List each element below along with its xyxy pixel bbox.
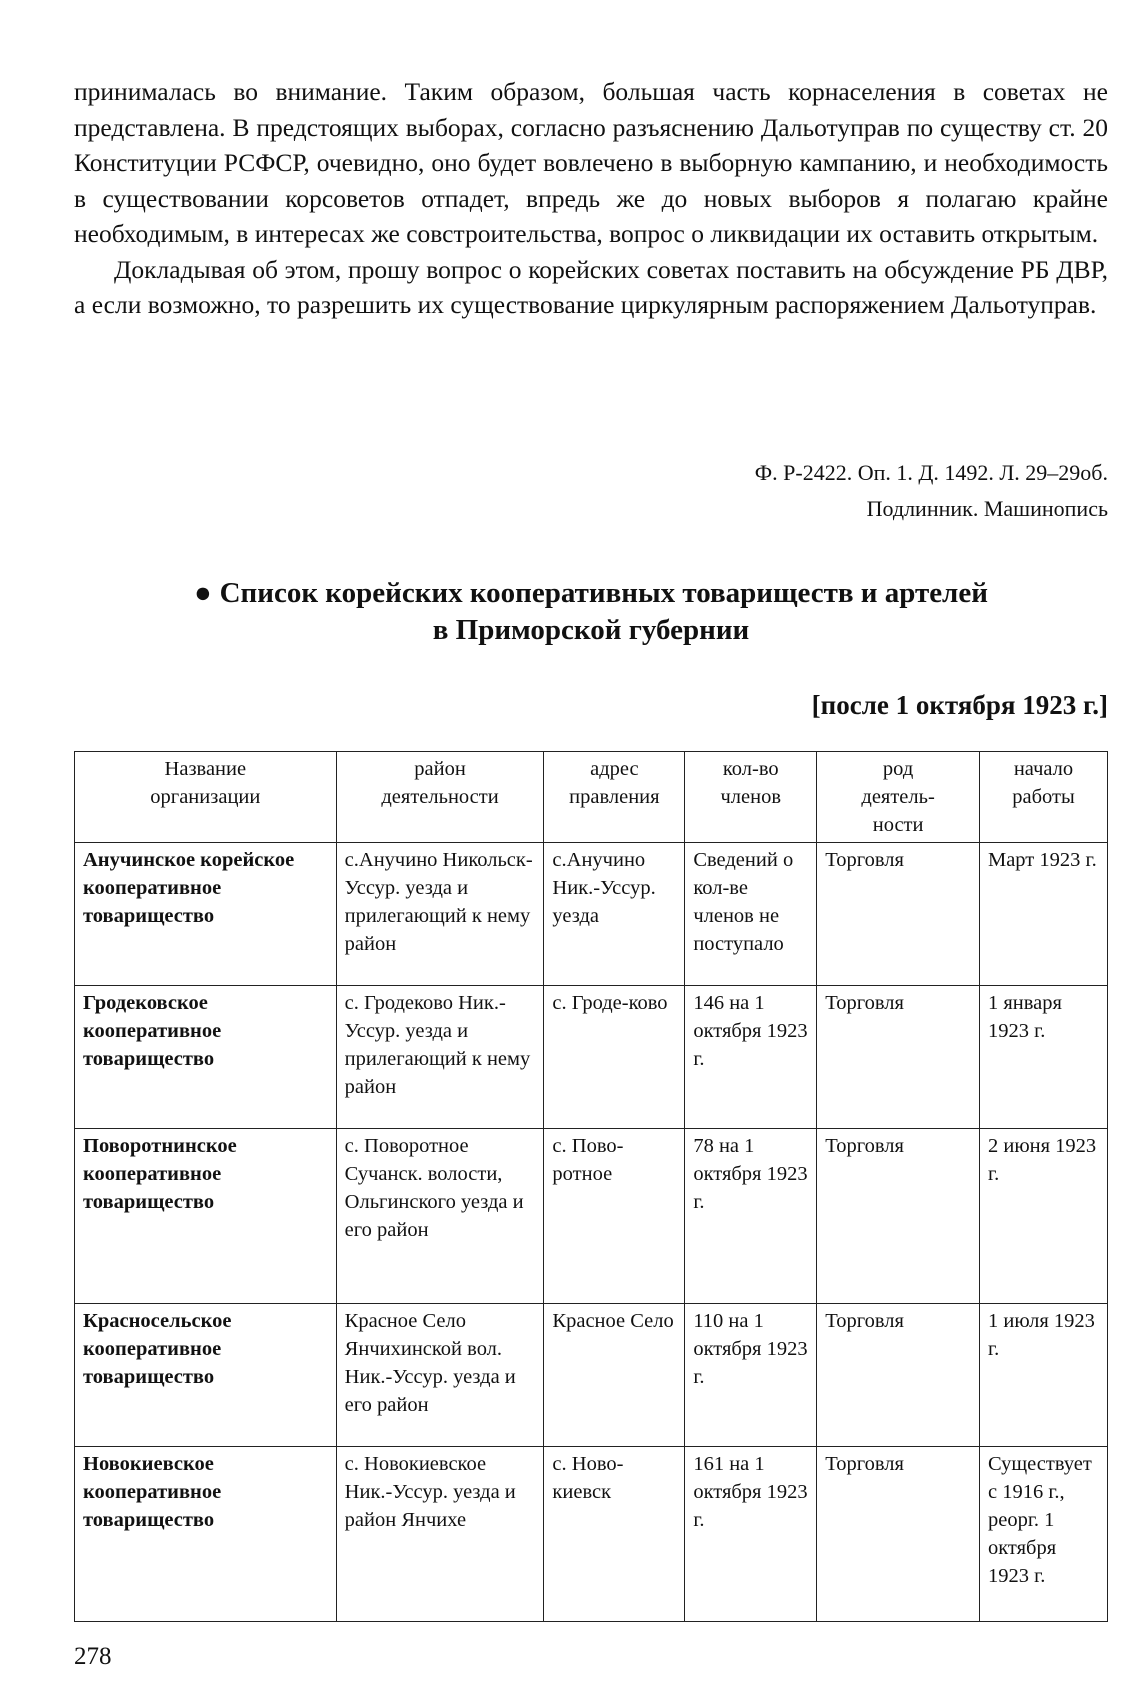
- cell-activity: Торговля: [817, 1447, 980, 1622]
- cell-name: Новокиевское кооперативное товарищество: [75, 1447, 337, 1622]
- table-row: [75, 1447, 1108, 1622]
- cell-start: Существует с 1916 г., реорг. 1 октября 1923 г.: [979, 1447, 1107, 1622]
- cell-members: Сведений о кол-ве членов не поступало: [685, 843, 817, 986]
- section-heading: [74, 575, 1108, 649]
- cell-address: с. Гроде-ково: [544, 986, 685, 1129]
- cell-district: с. Поворотное Сучанск. волости, Ольгинского уезда и его район: [336, 1129, 544, 1304]
- column-header-line: род: [882, 758, 914, 780]
- cell-district: с. Гродеково Ник.-Уссур. уезда и прилегающий к нему район: [336, 986, 544, 1129]
- column-header: [336, 752, 544, 843]
- table-header-row: [75, 752, 1108, 843]
- column-header: [817, 752, 980, 843]
- cell-name: Поворотнинское кооперативное товарищество: [75, 1129, 337, 1304]
- column-header-line: деятельности: [381, 786, 499, 808]
- cell-start: 1 июля 1923 г.: [979, 1304, 1107, 1447]
- column-header-line: членов: [720, 786, 782, 808]
- heading-line-1: Список корейских кооперативных товариществ и артелей: [219, 577, 988, 609]
- cooperatives-table: [74, 751, 1108, 1622]
- cell-name: Красносельское кооперативное товарищество: [75, 1304, 337, 1447]
- column-header-line: работы: [1012, 786, 1075, 808]
- cell-name: Гродековское кооперативное товарищество: [75, 986, 337, 1129]
- column-header-line: адрес: [590, 758, 639, 780]
- table-row: [75, 1304, 1108, 1447]
- column-header: [544, 752, 685, 843]
- cell-name: Анучинское корейское кооперативное товарищество: [75, 843, 337, 986]
- cell-address: Красное Село: [544, 1304, 685, 1447]
- cell-activity: Торговля: [817, 1129, 980, 1304]
- cell-address: с. Пово-ротное: [544, 1129, 685, 1304]
- document-type: Подлинник. Машинопись: [866, 496, 1108, 521]
- cell-activity: Торговля: [817, 843, 980, 986]
- cell-district: с.Анучино Никольск-Уссур. уезда и прилегающий к нему район: [336, 843, 544, 986]
- cell-start: Март 1923 г.: [979, 843, 1107, 986]
- source-citation: [755, 455, 1108, 527]
- cell-members: 146 на 1 октября 1923 г.: [685, 986, 817, 1129]
- cell-members: 110 на 1 октября 1923 г.: [685, 1304, 817, 1447]
- cell-district: Красное Село Янчихинской вол. Ник.-Уссур. уезда и его район: [336, 1304, 544, 1447]
- column-header-line: ности: [872, 814, 924, 836]
- column-header-line: правления: [569, 786, 660, 808]
- column-header-line: район: [414, 758, 466, 780]
- cell-members: 78 на 1 октября 1923 г.: [685, 1129, 817, 1304]
- body-text: [74, 74, 1108, 323]
- column-header-line: деятель-: [861, 786, 935, 808]
- paragraph: Докладывая об этом, прошу вопрос о корейских советах поставить на обсуждение РБ ДВР, а если возможно, то разрешить их существование циркулярным распоряжением Дальотуправ.: [74, 254, 1108, 319]
- cell-district: с. Новокиевское Ник.-Уссур. уезда и район Янчихе: [336, 1447, 544, 1622]
- document-date: [после 1 октября 1923 г.]: [811, 690, 1108, 720]
- cell-members: 161 на 1 октября 1923 г.: [685, 1447, 817, 1622]
- column-header: [979, 752, 1107, 843]
- table-row: [75, 843, 1108, 986]
- column-header-line: начало: [1013, 758, 1074, 780]
- cell-address: с.Анучино Ник.-Уссур. уезда: [544, 843, 685, 986]
- archive-reference: Ф. Р-2422. Оп. 1. Д. 1492. Л. 29–29об.: [754, 460, 1108, 485]
- column-header-line: организации: [150, 786, 261, 808]
- cell-start: 2 июня 1923 г.: [979, 1129, 1107, 1304]
- column-header: [685, 752, 817, 843]
- cell-activity: Торговля: [817, 986, 980, 1129]
- cell-activity: Торговля: [817, 1304, 980, 1447]
- cell-start: 1 января 1923 г.: [979, 986, 1107, 1129]
- heading-line-2: в Приморской губернии: [432, 614, 750, 646]
- page-number: 278: [74, 1643, 112, 1670]
- bullet-icon: ●: [194, 577, 212, 609]
- column-header-line: Название: [164, 758, 247, 780]
- table-row: [75, 1129, 1108, 1304]
- paragraph: принималась во внимание. Таким образом, большая часть корнаселения в советах не представлена. В предстоящих выборах, согласно разъяснению Дальотуправ по существу ст. 20 Конституции РСФСР, очевидно, оно будет вовлечено в выборную кампанию, и необходимость в существовании корсоветов отпадет, впредь же до новых выборов я полагаю крайне необходимым, в интересах же совстроительства, вопрос о ликвидации их оставить открытым.: [74, 77, 1108, 248]
- table-row: [75, 986, 1108, 1129]
- column-header: [75, 752, 337, 843]
- cell-address: с. Ново-киевск: [544, 1447, 685, 1622]
- column-header-line: кол-во: [722, 758, 779, 780]
